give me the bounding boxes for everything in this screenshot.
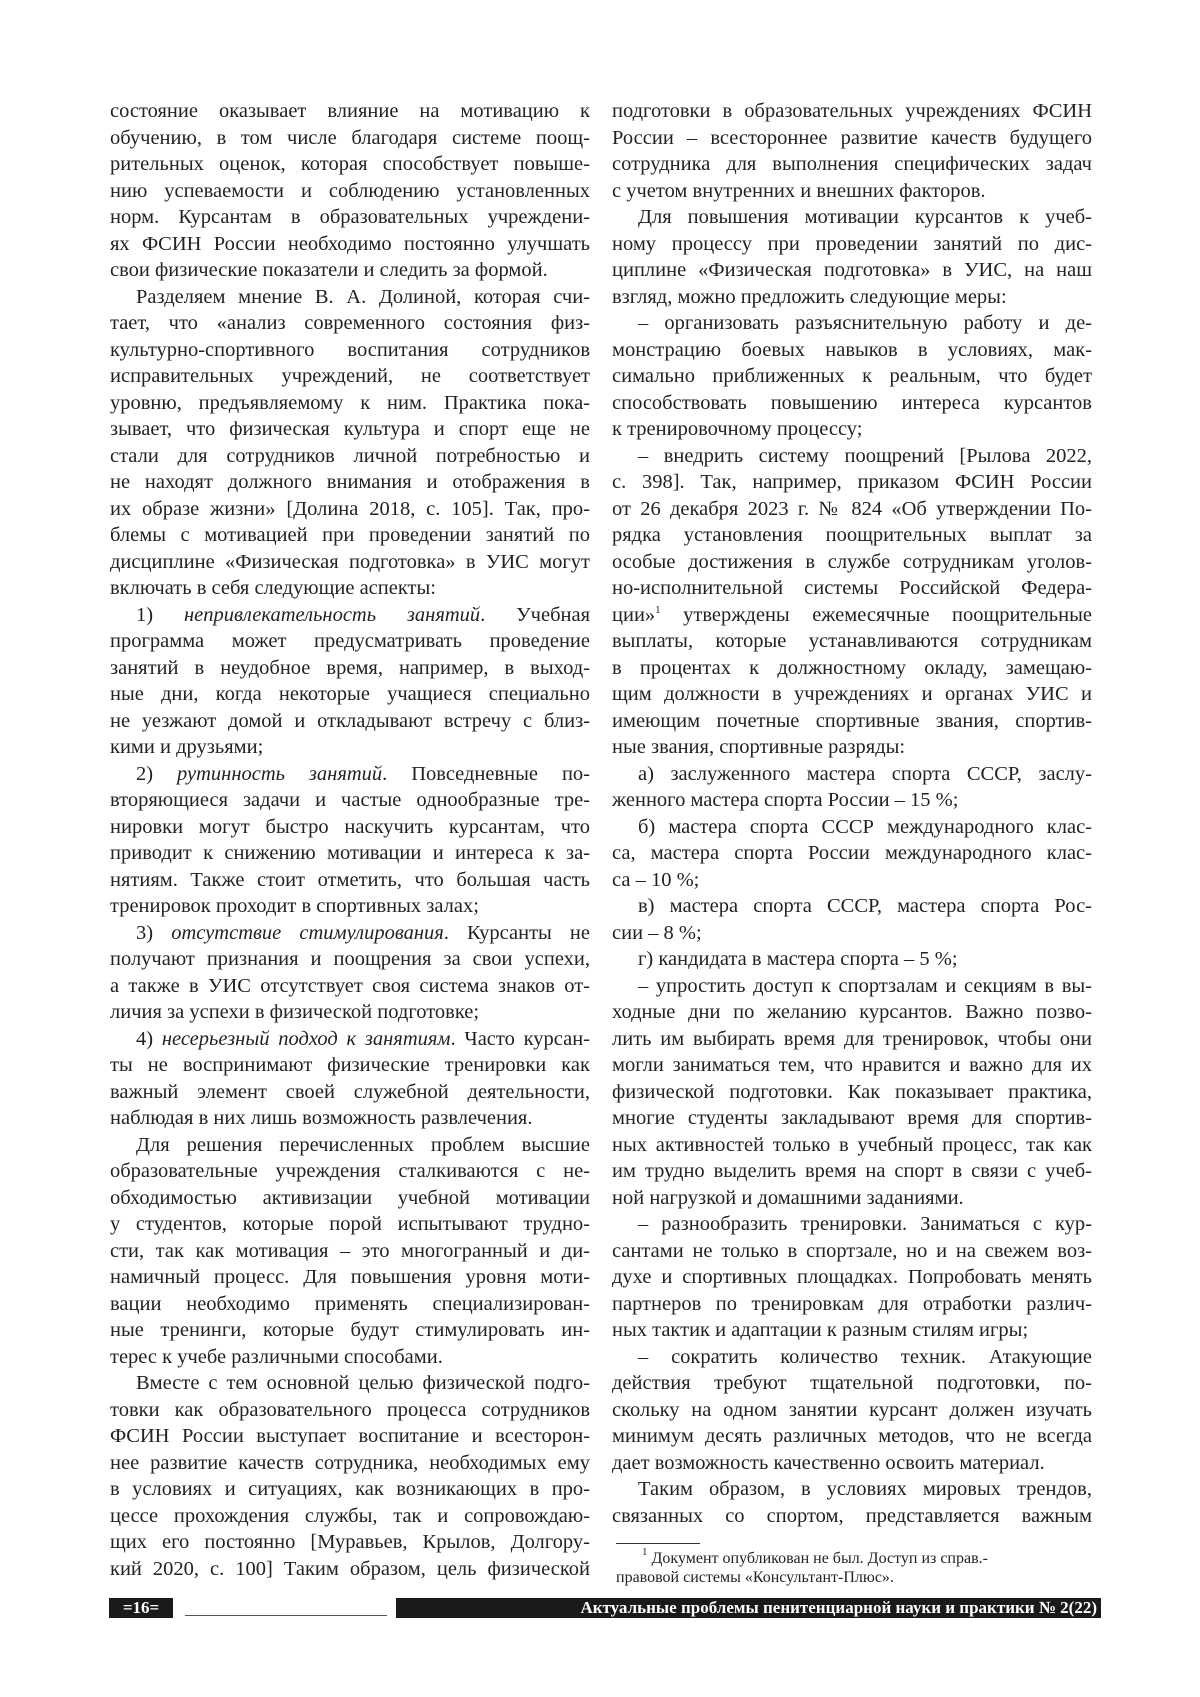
text-line — [612, 814, 1092, 841]
text-line — [110, 1291, 590, 1318]
text-line — [110, 1370, 590, 1397]
text-segment: ных активностей только в учебный процесс, так как — [612, 1134, 1092, 1156]
text-segment: личия за успехи в физической подготовке; — [110, 1001, 479, 1023]
text-line — [612, 1264, 1092, 1291]
text-segment: нее развитие качеств сотрудника, необходимых ему — [110, 1452, 590, 1474]
text-line — [110, 1450, 590, 1477]
paragraph — [612, 310, 1092, 443]
text-segment: нировки могут быстро наскучить курсантам, что — [110, 816, 590, 838]
text-line — [612, 1317, 1092, 1344]
paragraph — [612, 893, 1092, 946]
text-segment: . Курсанты не — [444, 922, 590, 944]
text-line — [612, 231, 1092, 258]
text-line — [110, 1185, 590, 1212]
paragraph — [110, 1370, 590, 1582]
text-segment: намичный процесс. Для повышения уровня моти- — [110, 1266, 590, 1288]
text-line — [110, 840, 590, 867]
text-segment: – разнообразить тренировки. Заниматься с кур- — [638, 1213, 1092, 1235]
text-segment: связанных со спортом, представляется важным — [612, 1505, 1092, 1527]
text-segment: кий 2020, с. 100] Таким образом, цель физической — [110, 1558, 590, 1580]
paragraph — [612, 1476, 1092, 1529]
text-segment: Вместе с тем основной целью физической подго- — [136, 1372, 590, 1394]
text-segment: монстрацию боевых навыков в условиях, мак- — [612, 339, 1092, 361]
text-segment: сантами не только в спортзале, но и на свежем воз- — [612, 1240, 1092, 1262]
text-line — [110, 787, 590, 814]
text-segment: са – 10 %; — [612, 869, 699, 891]
paragraph — [612, 1344, 1092, 1477]
text-line — [110, 469, 590, 496]
text-line — [110, 178, 590, 205]
paragraph — [612, 98, 1092, 204]
italic-term: рутинность занятий — [177, 763, 382, 785]
footnote-marker: 1 — [642, 1546, 648, 1558]
text-segment: сии – 8 %; — [612, 922, 702, 944]
text-line — [612, 840, 1092, 867]
text-line — [110, 734, 590, 761]
text-line — [612, 125, 1092, 152]
footnote-line-2: правовой системы «Консультант-Плюс». — [616, 1568, 1096, 1587]
text-segment: с. 398]. Так, например, приказом ФСИН России — [612, 471, 1092, 493]
text-segment: не находят должного внимания и отображения в — [110, 471, 590, 493]
text-segment: ты не воспринимают физические тренировки как — [110, 1054, 590, 1076]
text-line — [110, 1529, 590, 1556]
text-line — [612, 920, 1092, 947]
text-line — [110, 363, 590, 390]
paragraph — [110, 1026, 590, 1132]
text-line — [612, 496, 1092, 523]
text-line — [612, 1397, 1092, 1424]
text-segment: ные звания, спортивные разряды: — [612, 736, 905, 758]
text-line — [110, 1503, 590, 1530]
text-segment: программа может предусматривать проведение — [110, 630, 590, 652]
text-line — [110, 1476, 590, 1503]
text-segment: уровню, предъявляемому к ним. Практика пока- — [110, 392, 590, 414]
text-segment: Для повышения мотивации курсантов к учеб- — [638, 206, 1092, 228]
text-line — [612, 549, 1092, 576]
text-line — [612, 1211, 1092, 1238]
text-segment: духе и спортивных площадках. Попробовать менять — [612, 1266, 1092, 1288]
text-line — [612, 522, 1092, 549]
text-line — [612, 1503, 1092, 1530]
footnote-reference: 1 — [655, 604, 661, 616]
text-line — [612, 178, 1092, 205]
text-line — [612, 151, 1092, 178]
text-line — [612, 973, 1092, 1000]
text-segment: приводит к снижению мотивации и интереса к за- — [110, 842, 590, 864]
text-segment: – организовать разъяснительную работу и де- — [638, 312, 1092, 334]
paragraph — [110, 98, 590, 284]
text-segment: партнеров по тренировкам для отработки различ- — [612, 1293, 1092, 1315]
text-line — [110, 655, 590, 682]
text-line — [110, 999, 590, 1026]
text-segment: не уезжают домой и откладывают встречу с близ- — [110, 710, 590, 732]
text-segment: ному процессу при проведении занятий по дис- — [612, 233, 1092, 255]
text-line — [110, 946, 590, 973]
text-line — [612, 655, 1092, 682]
text-line — [612, 893, 1092, 920]
text-segment: . Часто курсан- — [451, 1028, 591, 1050]
text-line — [612, 390, 1092, 417]
text-line — [612, 363, 1092, 390]
text-segment: ции» — [612, 604, 655, 626]
text-line — [612, 1132, 1092, 1159]
text-line — [612, 443, 1092, 470]
text-line — [110, 1105, 590, 1132]
text-line — [612, 1291, 1092, 1318]
text-segment: могли заниматься тем, что нравится и важно для их — [612, 1054, 1092, 1076]
text-line — [612, 1079, 1092, 1106]
text-segment: Таким образом, в условиях мировых трендов, — [638, 1478, 1092, 1500]
text-segment: имеющим почетные спортивные звания, спортив- — [612, 710, 1092, 732]
italic-term: непривлекательность занятий — [184, 604, 480, 626]
text-segment: 4) — [136, 1028, 162, 1050]
text-segment: сти, так как мотивация – это многогранный и ди- — [110, 1240, 590, 1262]
text-line — [110, 708, 590, 735]
text-segment: физической подготовки. Как показывает практика, — [612, 1081, 1092, 1103]
journal-title-bar: Актуальные проблемы пенитенциарной науки и практики № 2(22) — [396, 1598, 1101, 1618]
text-segment: – упростить доступ к спортзалам и секциям в вы- — [638, 975, 1092, 997]
text-segment: ях ФСИН России необходимо постоянно улучшать — [110, 233, 590, 255]
text-segment: ные тренинги, которые будут стимулировать ин- — [110, 1319, 590, 1341]
text-line — [110, 496, 590, 523]
text-line — [612, 1344, 1092, 1371]
text-segment: в) мастера спорта СССР, мастера спорта Рос- — [638, 895, 1092, 917]
paragraph — [612, 814, 1092, 894]
text-line — [110, 443, 590, 470]
text-line — [612, 867, 1092, 894]
page-number: =16= — [109, 1598, 173, 1618]
text-segment: утверждены ежемесячные поощрительные — [661, 604, 1092, 626]
text-segment: стали для сотрудников личной потребностью и — [110, 445, 590, 467]
text-line — [612, 1370, 1092, 1397]
text-line — [612, 469, 1092, 496]
text-segment: зывает, что физическая культура и спорт еще не — [110, 418, 590, 440]
paragraph — [110, 284, 590, 602]
text-segment: кими и друзьями; — [110, 736, 263, 758]
text-line — [612, 681, 1092, 708]
text-line — [110, 1132, 590, 1159]
text-segment: в процентах к должностному окладу, замещаю- — [612, 657, 1092, 679]
right-column — [612, 98, 1092, 1529]
text-line — [612, 602, 1092, 629]
text-segment: Разделяем мнение В. А. Долиной, которая счи- — [136, 286, 590, 308]
text-line — [612, 1423, 1092, 1450]
text-segment: особые достижения в службе сотрудникам уголов- — [612, 551, 1092, 573]
text-line — [612, 337, 1092, 364]
text-line — [110, 1052, 590, 1079]
text-line — [110, 628, 590, 655]
text-segment: – сократить количество техник. Атакующие — [638, 1346, 1092, 1368]
text-segment: щих его постоянно [Муравьев, Крылов, Долгору- — [110, 1531, 590, 1553]
text-segment: 2) — [136, 763, 177, 785]
text-line — [110, 231, 590, 258]
text-segment: а также в УИС отсутствует своя система знаков от- — [110, 975, 590, 997]
text-line — [612, 1105, 1092, 1132]
text-segment: обходимостью активизации учебной мотивации — [110, 1187, 590, 1209]
text-line — [612, 1450, 1092, 1477]
text-segment: Для решения перечисленных проблем высшие — [136, 1134, 590, 1156]
text-line — [110, 920, 590, 947]
text-segment: способствовать повышению интереса курсантов — [612, 392, 1092, 414]
text-line — [612, 257, 1092, 284]
text-line — [110, 1211, 590, 1238]
text-segment: многие студенты закладывают время для спортив- — [612, 1107, 1092, 1129]
paragraph — [110, 602, 590, 761]
text-segment: ных тактик и адаптации к разным стилям игры; — [612, 1319, 1028, 1341]
text-segment: женного мастера спорта России – 15 %; — [612, 789, 958, 811]
text-segment: рядка установления поощрительных выплат за — [612, 524, 1092, 546]
text-segment: . Учебная — [480, 604, 590, 626]
text-segment: их образе жизни» [Долина 2018, с. 105]. Так, про- — [110, 498, 590, 520]
text-segment: но-исполнительной системы Российской Федера- — [612, 577, 1092, 599]
text-line — [110, 1238, 590, 1265]
text-line — [612, 1476, 1092, 1503]
text-line — [110, 151, 590, 178]
text-line — [110, 310, 590, 337]
text-line — [110, 1397, 590, 1424]
text-line — [612, 1158, 1092, 1185]
text-line — [110, 257, 590, 284]
text-segment: взгляд, можно предложить следующие меры: — [612, 286, 1007, 308]
text-line — [110, 575, 590, 602]
text-line — [612, 575, 1092, 602]
text-line — [612, 999, 1092, 1026]
text-line — [110, 1158, 590, 1185]
text-segment: вторяющиеся задачи и частые однообразные тре- — [110, 789, 590, 811]
text-segment: исправительных учреждений, не соответствует — [110, 365, 590, 387]
footnote — [616, 1549, 1096, 1587]
paragraph — [110, 920, 590, 1026]
text-segment: скольку на одном занятии курсант должен изучать — [612, 1399, 1092, 1421]
text-segment: – внедрить систему поощрений [Рылова 2022, — [638, 445, 1092, 467]
text-segment: дисциплине «Физическая подготовка» в УИС могут — [110, 551, 590, 573]
text-segment: от 26 декабря 2023 г. № 824 «Об утверждении По- — [612, 498, 1092, 520]
text-segment: образовательные учреждения сталкиваются с не- — [110, 1160, 590, 1182]
text-segment: тает, что «анализ современного состояния физ- — [110, 312, 590, 334]
text-line — [110, 204, 590, 231]
text-segment: а) заслуженного мастера спорта СССР, заслу- — [638, 763, 1092, 785]
text-segment: ФСИН России выступает воспитание и всесторон- — [110, 1425, 590, 1447]
text-line — [110, 284, 590, 311]
text-line — [110, 1423, 590, 1450]
text-line — [110, 1344, 590, 1371]
text-line — [110, 814, 590, 841]
text-segment: занятий в неудобное время, например, в выход- — [110, 657, 590, 679]
italic-term: отсутствие стимулирования — [171, 922, 444, 944]
text-line — [110, 549, 590, 576]
text-line — [110, 522, 590, 549]
text-segment: 1) — [136, 604, 184, 626]
italic-term: несерьезный подход к занятиям — [162, 1028, 451, 1050]
text-segment: цессе прохождения службы, так и сопровождаю- — [110, 1505, 590, 1527]
text-segment: минимум десять различных методов, что не всегда — [612, 1425, 1092, 1447]
footnote-line-1 — [616, 1549, 1096, 1568]
text-segment: г) кандидата в мастера спорта – 5 %; — [638, 948, 958, 970]
text-segment: с учетом внутренних и внешних факторов. — [612, 180, 986, 202]
text-line — [612, 946, 1092, 973]
text-segment: рительных оценок, которая способствует повыше- — [110, 153, 590, 175]
text-segment: состояние оказывает влияние на мотивацию к — [110, 100, 590, 122]
text-segment: наблюдая в них лишь возможность развлечения. — [110, 1107, 532, 1129]
paragraph — [612, 946, 1092, 973]
text-line — [110, 867, 590, 894]
text-segment: дает возможность качественно освоить материал. — [612, 1452, 1045, 1474]
text-segment: вации необходимо применять специализирован- — [110, 1293, 590, 1315]
paragraph — [612, 761, 1092, 814]
text-line — [110, 973, 590, 1000]
text-segment: культурно-спортивного воспитания сотрудников — [110, 339, 590, 361]
text-line — [110, 1079, 590, 1106]
text-line — [110, 1317, 590, 1344]
paragraph — [612, 443, 1092, 761]
text-line — [612, 1185, 1092, 1212]
paragraph — [612, 204, 1092, 310]
text-line — [612, 98, 1092, 125]
text-segment: к тренировочному процессу; — [612, 418, 862, 440]
text-segment: циплине «Физическая подготовка» в УИС, на наш — [612, 259, 1092, 281]
text-segment: свои физические показатели и следить за формой. — [110, 259, 548, 281]
text-segment: сотрудника для выполнения специфических задач — [612, 153, 1092, 175]
paragraph — [110, 1132, 590, 1371]
footer-rule — [185, 1615, 387, 1616]
text-segment: б) мастера спорта СССР международного клас- — [638, 816, 1092, 838]
text-line — [612, 416, 1092, 443]
text-segment: ной нагрузкой и домашними заданиями. — [612, 1187, 964, 1209]
text-segment: обучению, в том числе благодаря системе поощ- — [110, 127, 590, 149]
text-line — [612, 1238, 1092, 1265]
paragraph — [612, 1211, 1092, 1344]
text-line — [110, 1026, 590, 1053]
text-segment: норм. Курсантам в образовательных учреждени- — [110, 206, 590, 228]
text-line — [110, 761, 590, 788]
text-line — [110, 1264, 590, 1291]
text-segment: щим должности в учреждениях и органах УИС и — [612, 683, 1092, 705]
text-segment: 3) — [136, 922, 171, 944]
text-segment: включать в себя следующие аспекты: — [110, 577, 436, 599]
text-line — [612, 761, 1092, 788]
paragraph — [612, 973, 1092, 1212]
text-segment: у студентов, которые порой испытывают трудно- — [110, 1213, 590, 1235]
text-line — [110, 893, 590, 920]
text-line — [110, 390, 590, 417]
text-line — [110, 98, 590, 125]
text-segment: тренировок проходит в спортивных залах; — [110, 895, 479, 917]
text-line — [110, 602, 590, 629]
text-segment: терес к учебе различными способами. — [110, 1346, 443, 1368]
text-segment: выплаты, которые устанавливаются сотрудникам — [612, 630, 1092, 652]
text-segment: са, мастера спорта России международного клас- — [612, 842, 1092, 864]
text-segment: . Повседневные по- — [382, 763, 590, 785]
text-line — [612, 708, 1092, 735]
text-line — [612, 1026, 1092, 1053]
text-line — [612, 734, 1092, 761]
text-segment: действия требуют тщательной подготовки, по- — [612, 1372, 1092, 1394]
text-segment: нятиям. Также стоит отметить, что большая часть — [110, 869, 590, 891]
text-line — [110, 416, 590, 443]
text-line — [612, 204, 1092, 231]
text-segment: подготовки в образовательных учреждениях ФСИН — [612, 100, 1092, 122]
paragraph — [110, 761, 590, 920]
text-segment: ные дни, когда некоторые учащиеся специально — [110, 683, 590, 705]
text-segment: в условиях и ситуациях, как возникающих в про- — [110, 1478, 590, 1500]
text-segment: получают признания и поощрения за свои успехи, — [110, 948, 590, 970]
text-segment: товки как образовательного процесса сотрудников — [110, 1399, 590, 1421]
left-column — [110, 98, 590, 1582]
text-segment: блемы с мотивацией при проведении занятий по — [110, 524, 590, 546]
text-line — [612, 628, 1092, 655]
text-line — [612, 1052, 1092, 1079]
text-line — [612, 310, 1092, 337]
text-line — [110, 1556, 590, 1583]
text-segment: симально приближенных к реальным, что будет — [612, 365, 1092, 387]
text-line — [110, 125, 590, 152]
text-line — [612, 284, 1092, 311]
text-line — [110, 337, 590, 364]
footnote-separator — [616, 1543, 700, 1544]
text-segment: им трудно выделить время на спорт в связи с учеб- — [612, 1160, 1092, 1182]
footnote-text: Документ опубликован не был. Доступ из справ.- — [652, 1550, 988, 1567]
text-segment: лить им выбирать время для тренировок, чтобы они — [612, 1028, 1092, 1050]
text-segment: нию успеваемости и соблюдению установленных — [110, 180, 590, 202]
text-line — [612, 787, 1092, 814]
text-line — [110, 681, 590, 708]
text-segment: важный элемент своей служебной деятельности, — [110, 1081, 590, 1103]
text-segment: России – всестороннее развитие качеств будущего — [612, 127, 1092, 149]
text-segment: ходные дни по желанию курсантов. Важно позво- — [612, 1001, 1092, 1023]
